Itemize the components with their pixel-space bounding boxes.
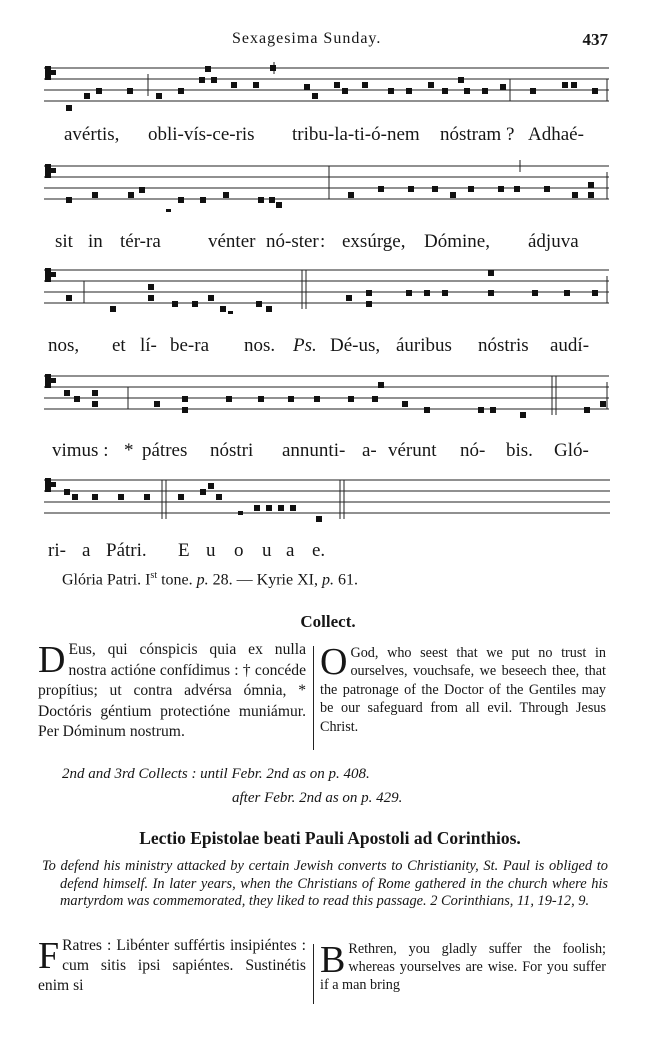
lyric-syllable: a	[286, 540, 295, 561]
collect-english-text: God, who seest that we put no trust in ourselves, vouchsafe, we beseech thee, that the patronage of the Doctor of the Gentiles may be our safeguard from all evil. Through Jesus Christ.	[320, 645, 606, 735]
chant-lyrics-1	[0, 124, 660, 152]
lyric-syllable: o	[234, 540, 244, 561]
lyric-psalm-marker: Ps.	[293, 335, 317, 356]
page-abbrev: p.	[321, 571, 334, 589]
gloria-text: 61.	[333, 571, 358, 589]
staff-2-notation	[44, 160, 609, 212]
running-title: Sexagesima Sunday.	[232, 30, 382, 47]
lyric-syllable: nos.	[244, 335, 276, 356]
lyric-syllable: nóstri	[210, 440, 254, 461]
lyric-syllable: nó-	[460, 440, 486, 461]
lyric-syllable: Gló-	[554, 440, 589, 461]
tone-suffix: st	[150, 570, 158, 581]
lyric-syllable: e.	[312, 540, 326, 561]
lyric-syllable: in	[88, 231, 103, 252]
lyric-syllable: bis.	[506, 440, 533, 461]
lyric-syllable: be-ra	[170, 335, 210, 356]
lyric-syllable: audí-	[550, 335, 590, 356]
staff-1-notation	[44, 62, 609, 114]
epistle-latin-dropcap: F	[38, 935, 60, 977]
collect-latin-dropcap: D	[38, 639, 66, 681]
chant-staff-3	[44, 264, 609, 316]
collect-english	[320, 641, 606, 736]
chant-lyrics-3	[0, 335, 660, 363]
gloria-patri-rubric	[62, 570, 358, 589]
lyric-syllable: u	[262, 540, 272, 561]
gloria-text: Glória Patri.	[62, 571, 146, 589]
lyric-syllable: vimus :	[52, 440, 109, 461]
page-abbrev: p.	[196, 571, 209, 589]
lyric-syllable: Dé-us,	[330, 335, 381, 356]
lyric-syllable: nóstram ?	[440, 124, 515, 145]
collect-latin	[38, 640, 306, 743]
lyric-syllable: nó-ster	[266, 231, 319, 252]
collect-heading: Collect.	[300, 612, 356, 631]
epistle-intro	[42, 858, 608, 911]
lyric-syllable: annunti-	[282, 440, 346, 461]
page-number: 437	[582, 30, 608, 49]
chant-staff-2	[44, 160, 609, 212]
lyric-syllable: tér-ra	[120, 231, 161, 252]
lyric-syllable: Pátri.	[106, 540, 147, 561]
lyric-syllable: a	[82, 540, 91, 561]
lyric-syllable: Adhaé-	[528, 124, 584, 145]
lyric-syllable: Dómine,	[424, 231, 490, 252]
tone-number: I	[145, 571, 151, 589]
lyric-syllable: vénter	[208, 231, 256, 252]
epistle-english-text: Rethren, you gladly suffer the foolish; whereas yourselves are wise. For you suffer if a man bring	[320, 941, 606, 993]
epistle-intro-text: To defend his ministry attacked by certain Jewish converts to Christianity, St. Paul is obliged to defend himself. In later years, when the Christians of Rome gathered in the church where his martyrdom was commemorated, they liked to read this passage. 2 Corinthians, 11, 19-12, 9.	[42, 858, 608, 910]
epistle-latin	[38, 936, 306, 996]
chant-staff-5	[44, 474, 610, 526]
lyric-syllable: *	[124, 440, 134, 461]
epistle-latin-text: Ratres : Libénter suffértis insipiéntes : cum sitis ipsi sapiéntes. Sustinétis enim si	[38, 937, 306, 994]
chant-staff-1	[44, 62, 609, 114]
epistle-heading: Lectio Epistolae beati Pauli Apostoli ad Corinthios.	[139, 828, 521, 848]
lyric-syllable: :	[320, 231, 326, 252]
page-header	[0, 30, 660, 52]
lyric-syllable: vérunt	[388, 440, 437, 461]
collects-note-1: 2nd and 3rd Collects : until Febr. 2nd as on p. 408.	[62, 766, 370, 782]
epistle-english	[320, 940, 606, 994]
column-divider	[313, 646, 314, 750]
lyric-syllable: et	[112, 335, 126, 356]
chant-lyrics-5	[0, 540, 660, 568]
lyric-syllable: a-	[362, 440, 377, 461]
gloria-text: 28. — Kyrie XI,	[208, 571, 322, 589]
lyric-syllable: ri-	[48, 540, 66, 561]
lyric-syllable: nóstris	[478, 335, 529, 356]
lyric-syllable: lí-	[140, 335, 157, 356]
lyric-syllable: E	[178, 540, 190, 561]
lyric-syllable: obli-vís-ce-ris	[148, 124, 255, 145]
lyric-syllable: áuribus	[396, 335, 452, 356]
lyric-syllable: exsúrge,	[342, 231, 406, 252]
lyric-syllable: nos,	[48, 335, 80, 356]
chant-staff-4	[44, 370, 609, 422]
chant-lyrics-2	[0, 231, 660, 259]
lyric-syllable: u	[206, 540, 216, 561]
lyric-syllable: tribu-la-ti-ó-nem	[292, 124, 420, 145]
lyric-syllable: ádjuva	[528, 231, 579, 252]
chant-lyrics-4	[0, 440, 660, 468]
lyric-syllable: sit	[55, 231, 73, 252]
gloria-text: tone.	[157, 571, 197, 589]
collect-english-dropcap: O	[320, 641, 348, 683]
staff-4-notation	[44, 370, 609, 422]
collect-latin-text: Eus, qui cónspicis quia ex nulla nostra actióne confídimus : † concéde propítius; ut contra advérsa ómnia, * Doctóris géntium protectióne muniámur. Per Dóminum nostrum.	[38, 641, 306, 740]
staff-3-notation	[44, 264, 609, 316]
staff-5-notation	[44, 474, 610, 526]
lyric-syllable: avértis,	[64, 124, 120, 145]
collects-note-2: after Febr. 2nd as on p. 429.	[232, 790, 403, 806]
lyric-syllable: pátres	[142, 440, 188, 461]
column-divider	[313, 944, 314, 1004]
epistle-english-dropcap: B	[320, 939, 346, 981]
